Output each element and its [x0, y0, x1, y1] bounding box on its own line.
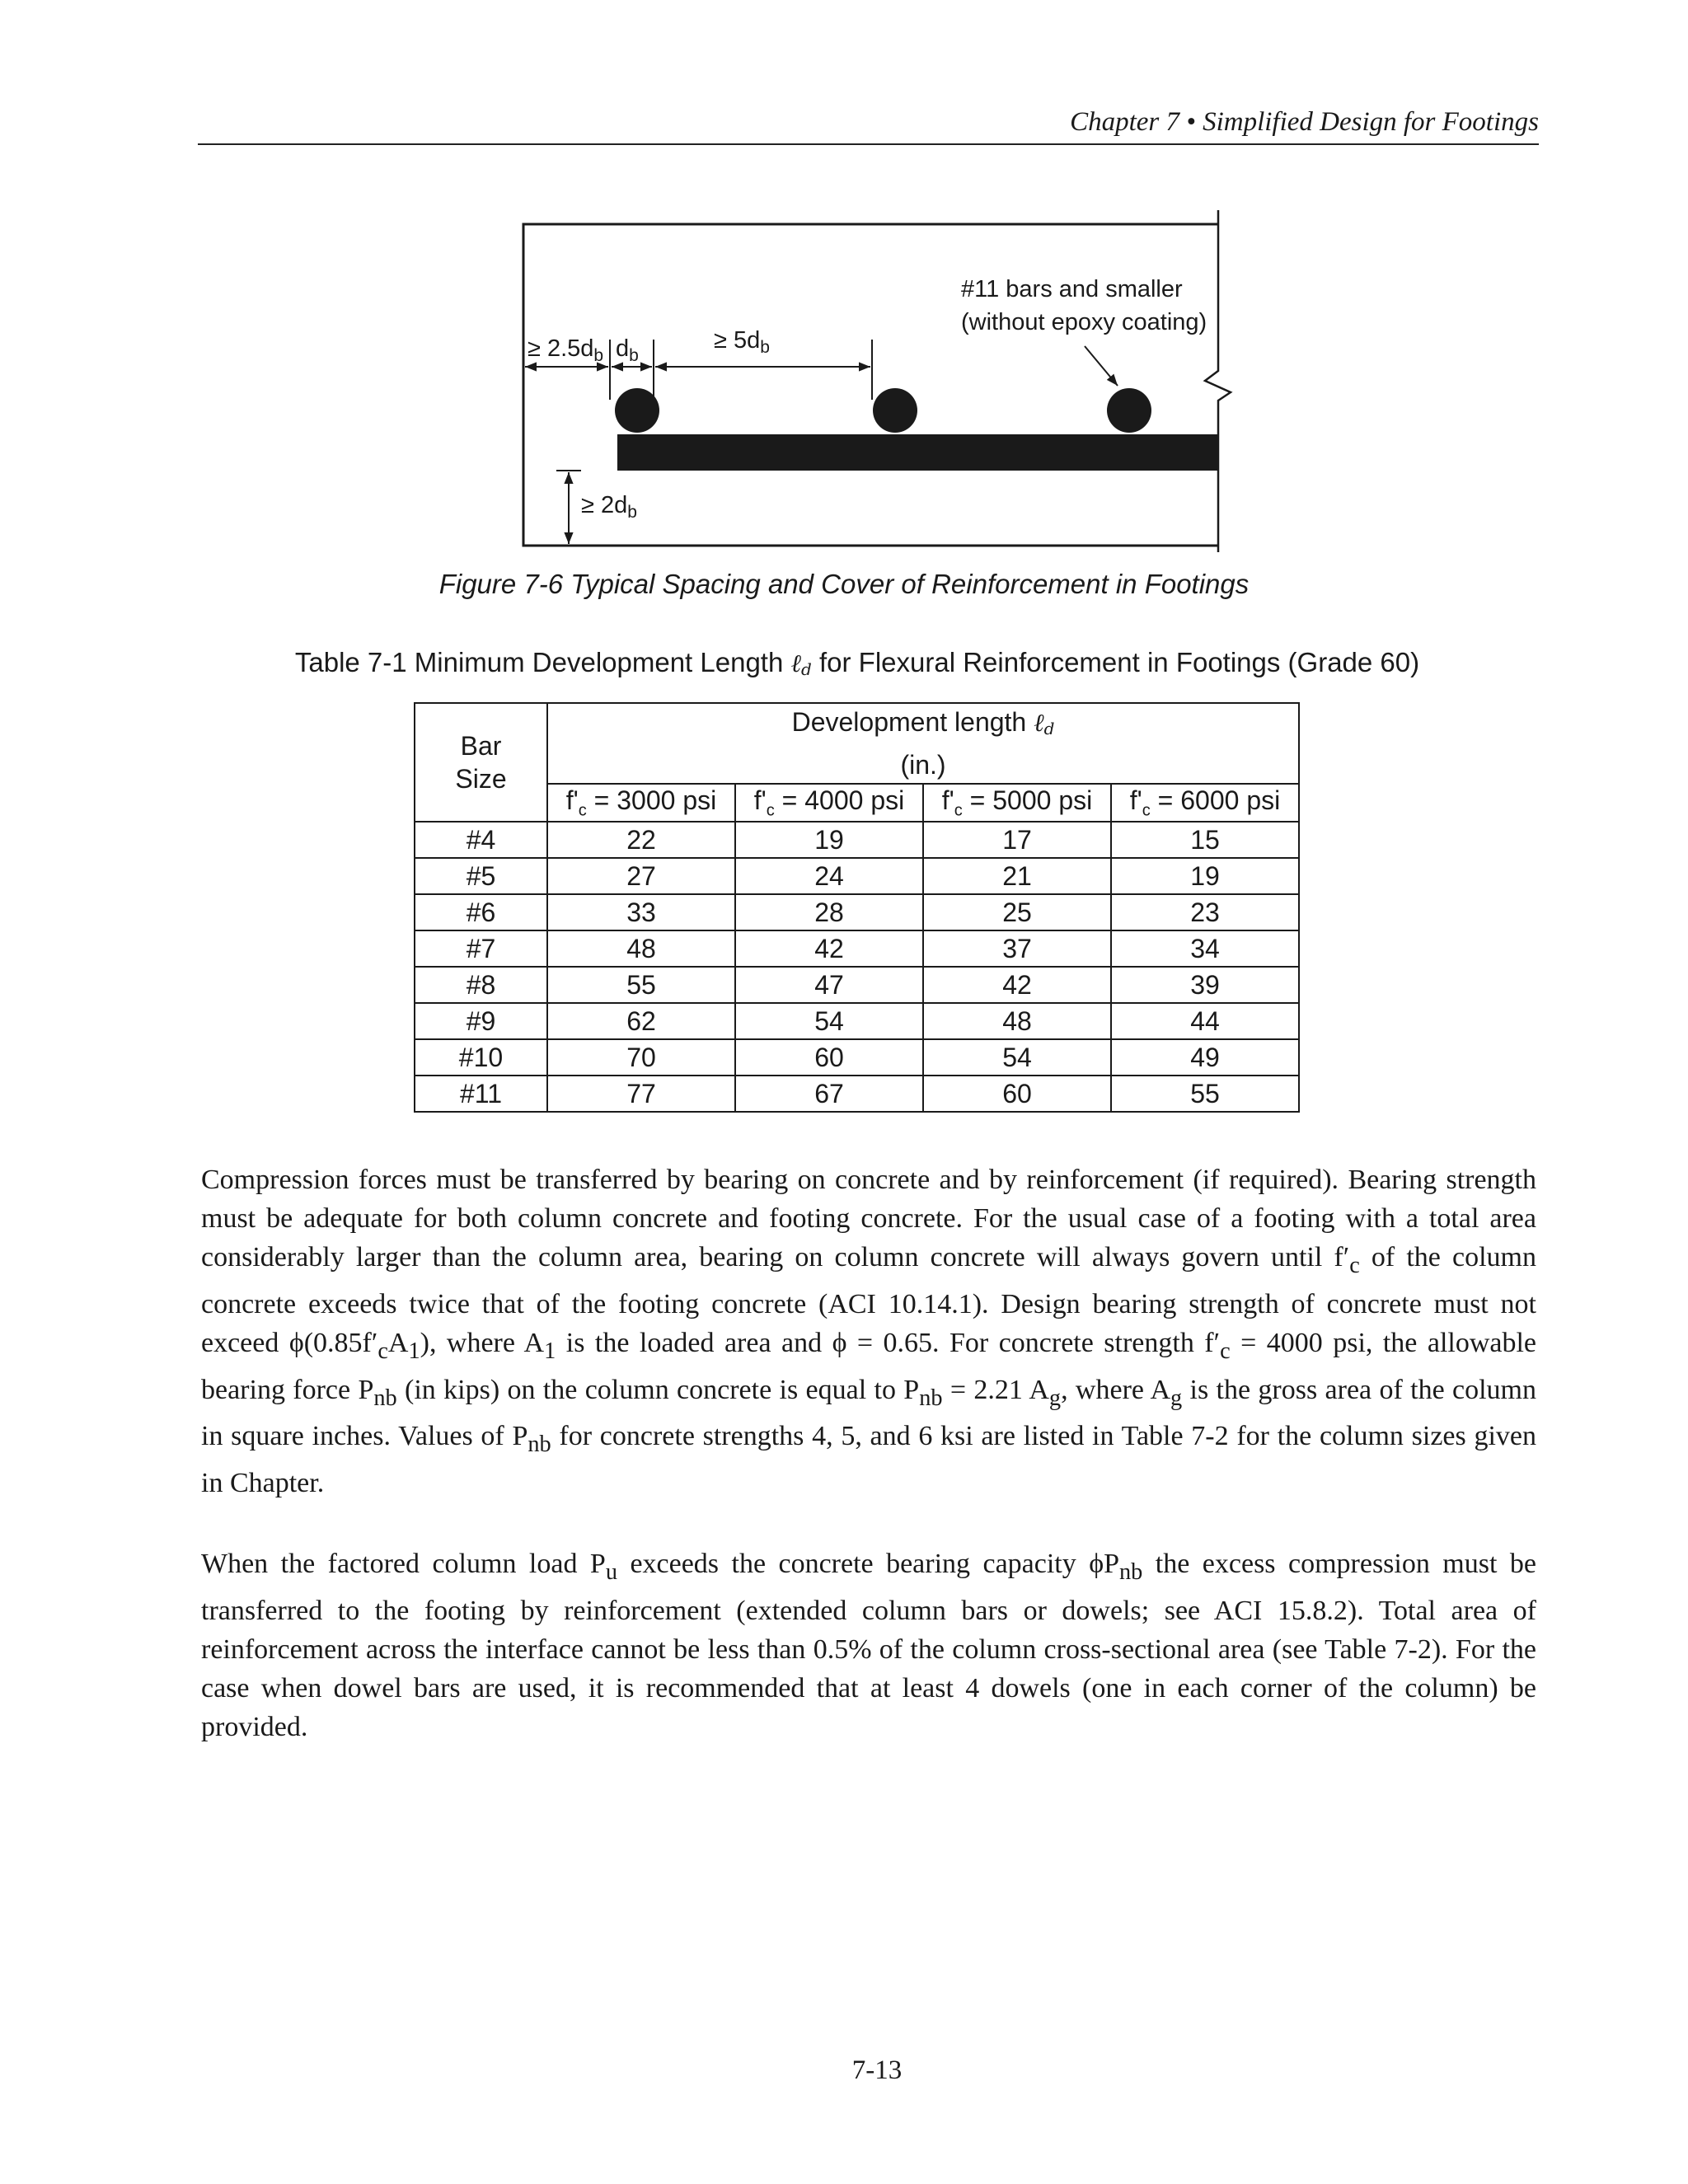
length-cell: 33 [547, 894, 735, 930]
note-line-2: (without epoxy coating) [961, 309, 1207, 335]
length-cell: 54 [923, 1039, 1111, 1076]
length-cell: 55 [547, 967, 735, 1003]
spacing-label: ≥ $5d_b$ [714, 327, 770, 357]
bar-circle [615, 388, 659, 433]
length-cell: 39 [1111, 967, 1299, 1003]
length-cell: 27 [547, 858, 735, 894]
bar-size-cell: #5 [415, 858, 547, 894]
note-line-1: #11 bars and smaller [961, 276, 1183, 302]
length-cell: 22 [547, 822, 735, 858]
bar-size-cell: #9 [415, 1003, 547, 1039]
length-cell: 60 [923, 1076, 1111, 1112]
page-number: 7-13 [851, 2055, 903, 2085]
length-cell: 23 [1111, 894, 1299, 930]
footing-outline [523, 224, 1218, 546]
bar-size-cell: #6 [415, 894, 547, 930]
figure-caption: Figure 7-6 Typical Spacing and Cover of Reinforcement in Footings [438, 569, 1250, 599]
running-title: Chapter 7 • Simplified Design for Footings [1070, 107, 1539, 137]
bar-size-cell: #11 [415, 1076, 547, 1112]
table-row [415, 822, 1299, 858]
length-cell: 15 [1111, 822, 1299, 858]
length-cell: 49 [1111, 1039, 1299, 1076]
length-cell: 67 [735, 1076, 923, 1112]
table-title: Table 7-1 Minimum Development Length ℓ$_d$ for Flexural Reinforcement in Footings (Grade 60) [294, 647, 1420, 679]
length-cell: 19 [1111, 858, 1299, 894]
transverse-bar [617, 434, 1218, 471]
table-row [415, 1003, 1299, 1039]
length-cell: 77 [547, 1076, 735, 1112]
table-row [415, 930, 1299, 967]
figure-7-6 [495, 206, 1236, 569]
table-row [415, 894, 1299, 930]
length-cell: 60 [735, 1039, 923, 1076]
paragraph-dowel-reinforcement: When the factored column load $P_u$ exceeds the concrete bearing capacity $\phi P_{nb}$ the excess compression must be transferred to the footing by reinforcement (extended column bars or dowels; see ACI 15.8.2). Total area of reinforcement across the interface cannot be less than 0.5% of the column cross-sectional area (see Table 7-2). For the case when dowel bars are used, it is recommended that at least 4 dowels (one in each corner of the column) be provided. [201, 1549, 1536, 1742]
development-length-header: Development length ℓ$_d$ (in.) [547, 703, 1299, 784]
bar-size-cell: #4 [415, 822, 547, 858]
strength-header-6000: $f'_c = 6000$ psi [1111, 784, 1299, 822]
bar-size-cell: #8 [415, 967, 547, 1003]
bar-circle [873, 388, 917, 433]
development-length-table [414, 702, 1300, 1113]
length-cell: 37 [923, 930, 1111, 967]
length-cell: 47 [735, 967, 923, 1003]
table-row [415, 967, 1299, 1003]
bar-size-cell: #7 [415, 930, 547, 967]
table-row [415, 1039, 1299, 1076]
length-cell: 62 [547, 1003, 735, 1039]
length-cell: 55 [1111, 1076, 1299, 1112]
length-cell: 54 [735, 1003, 923, 1039]
edge-cover-label: ≥ $2.5d_b$ [528, 335, 604, 365]
length-cell: 24 [735, 858, 923, 894]
note-leader-arrow [1085, 346, 1118, 386]
table-row [415, 1076, 1299, 1112]
length-cell: 70 [547, 1039, 735, 1076]
strength-header-3000: $f'_c = 3000$ psi [547, 784, 735, 822]
length-cell: 48 [547, 930, 735, 967]
length-cell: 25 [923, 894, 1111, 930]
length-cell: 48 [923, 1003, 1111, 1039]
break-line [1205, 210, 1231, 552]
bar-size-header: Bar Size [415, 703, 547, 822]
footing-diagram [495, 206, 1236, 569]
length-cell: 34 [1111, 930, 1299, 967]
bar-circle [1107, 388, 1151, 433]
length-cell: 21 [923, 858, 1111, 894]
length-cell: 19 [735, 822, 923, 858]
strength-header-5000: $f'_c = 5000$ psi [923, 784, 1111, 822]
paragraph-bearing-strength: Compression forces must be transferred by bearing on concrete and by reinforcement (if required). Bearing strength must be adequate for both column concrete and footing concrete. For the usual case of a footing with a total area considerably larger than the column area, bearing on column concrete will always govern until $f'_c$ of the column concrete exceeds twice that of the footing concrete (ACI 10.14.1). Design bearing strength of concrete must not exceed $\phi(0.85f'_cA_1)$, where $A_1$ is the loaded area and ϕ = 0.65. For concrete strength $f'_c = 4000$ psi, the allowable bearing force $P_{nb}$ (in kips) on the column concrete is equal to $P_{nb} = 2.21$ $A_g$, where $A_g$ is the gross area of the column in square inches. Values of $P_{nb}$ for concrete strengths 4, 5, and 6 ksi are listed in Table 7-2 for the column sizes given in Chapter. [201, 1165, 1537, 1499]
bar-diameter-label: $d_b$ [616, 335, 639, 365]
length-cell: 28 [735, 894, 923, 930]
length-cell: 44 [1111, 1003, 1299, 1039]
table-row [415, 858, 1299, 894]
bar-size-cell: #10 [415, 1039, 547, 1076]
bottom-cover-label: ≥ $2d_b$ [581, 492, 637, 522]
strength-header-4000: $f'_c = 4000$ psi [735, 784, 923, 822]
running-header [198, 101, 1539, 145]
length-cell: 42 [923, 967, 1111, 1003]
length-cell: 42 [735, 930, 923, 967]
length-cell: 17 [923, 822, 1111, 858]
